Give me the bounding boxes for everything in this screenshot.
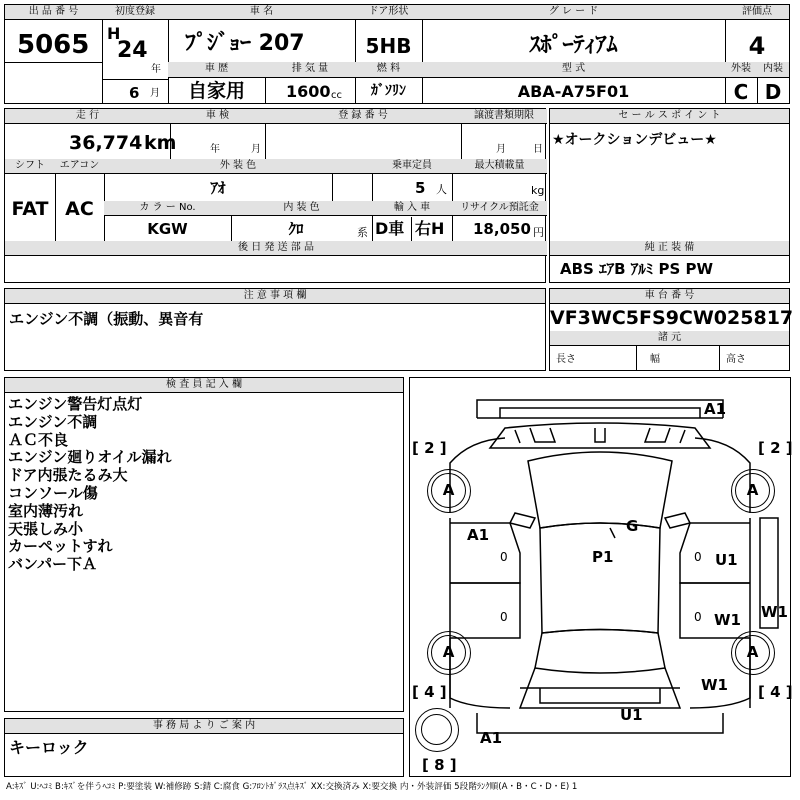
car-name-label: 車 名	[168, 5, 355, 20]
legend: A:ｷｽﾞ U:ﾍｺﾐ B:ｷｽﾞを伴うﾍｺﾐ P:要塗装 W:補修跡 S:錆 C:腐食 G:ﾌﾛﾝﾄｶﾞﾗｽ点ｷｽﾞ XX:交換済み X:要交換 内・外装評価 5段階ﾗﾝｸ順(A・B・C・D・E) 1	[6, 782, 578, 792]
mileage-unit: km	[144, 132, 177, 154]
model-label: 型 式	[422, 62, 725, 78]
sales-point-label: セ ー ル ス ポ イ ン ト	[550, 109, 789, 124]
later-parts-label: 後 日 発 送 部 品	[5, 241, 547, 256]
transfer-month-unit: 月	[496, 144, 506, 155]
header-block	[4, 4, 790, 104]
score-value: 4	[748, 32, 766, 60]
door-handle-mark: 0	[500, 610, 508, 624]
inspector-note: ドア内張たるみ大	[8, 466, 128, 485]
rear-bumper-label: A1	[480, 729, 503, 747]
height-label: 高さ	[726, 354, 746, 365]
lot-value: 5065	[17, 30, 90, 60]
right-front-tread: [ 2 ]	[758, 439, 793, 457]
plate-label: 登 録 番 号	[265, 109, 461, 124]
tire-front-right-grade: A	[735, 473, 770, 508]
inspector-note: 天張しみ小	[8, 519, 84, 538]
notice-value: エンジン不調（振動、異音有	[9, 310, 204, 328]
first-reg-label: 初度登録	[102, 5, 168, 20]
right-rear-tread: [ 4 ]	[758, 683, 793, 701]
dims-label: 諸 元	[550, 331, 789, 346]
grade-label: グ レ ー ド	[422, 5, 725, 20]
int-color-unit: 系	[357, 226, 368, 239]
interior-value: D	[764, 80, 782, 104]
notice-block	[4, 288, 546, 371]
history-value: 自家用	[187, 80, 245, 102]
tire-rear-left-grade: A	[431, 635, 466, 670]
inspector-notes	[8, 396, 172, 574]
spare-tire	[415, 708, 459, 752]
chassis-block	[549, 288, 794, 371]
left-rear-tread: [ 4 ]	[412, 683, 447, 701]
damage-diagram	[409, 377, 791, 777]
tire-front-left-grade: A	[431, 473, 466, 508]
recycle-unit: 円	[533, 226, 544, 239]
car-outline	[410, 378, 790, 776]
inspector-note: コンソール傷	[8, 483, 98, 502]
office-block	[4, 718, 404, 777]
lot-label: 出 品 番 号	[5, 5, 102, 20]
inspector-note: エンジン不調	[8, 412, 98, 431]
door-handle-mark: 0	[694, 550, 702, 564]
office-value: キーロック	[9, 738, 89, 757]
inspection-year-unit: 年	[210, 144, 220, 155]
displacement-unit: cc	[331, 90, 342, 101]
steering-value: 右H	[415, 219, 445, 238]
mileage-label: 走 行	[5, 109, 170, 124]
interior-label: 内装	[757, 62, 789, 78]
tire-front-right	[731, 469, 775, 513]
chassis-value: VF3WC5FS9CW025817	[550, 307, 794, 329]
inspector-note: バンパー下Ａ	[8, 555, 97, 574]
inspector-note: ＡＣ不良	[8, 430, 69, 449]
inspection-label: 車 検	[170, 109, 265, 124]
equipment-label: 純 正 装 備	[550, 241, 789, 256]
spare-tire-inner	[421, 714, 452, 745]
rear-panel-label: U1	[620, 706, 643, 724]
notice-label: 注 意 事 項 欄	[5, 289, 545, 304]
spare-tread: [ 8 ]	[422, 756, 457, 774]
door-handle-mark: 0	[694, 610, 702, 624]
inspector-block	[4, 377, 404, 712]
fuel-label: 燃 料	[355, 62, 422, 78]
exterior-value: C	[733, 80, 749, 104]
right-front-door-label: U1	[715, 551, 738, 569]
model-value: ABA-A75F01	[517, 82, 630, 101]
fuel-value: ｶﾞｿﾘﾝ	[371, 83, 406, 99]
left-front-tread: [ 2 ]	[412, 439, 447, 457]
capacity-unit: 人	[436, 183, 447, 196]
shift-value: FAT	[11, 198, 49, 220]
year-unit: 年	[151, 64, 161, 75]
capacity-label: 乗車定員	[372, 159, 452, 174]
mileage-value: 36,774	[69, 132, 143, 154]
tire-rear-right	[731, 631, 775, 675]
roof-label: P1	[592, 548, 614, 566]
inspector-note: 室内薄汚れ	[8, 501, 84, 520]
tire-front-left	[427, 469, 471, 513]
reg-year-value: 24	[117, 38, 148, 63]
month-unit: 月	[150, 88, 160, 99]
right-rear-quarter-label: W1	[701, 676, 728, 694]
right-rear-door-label: W1	[714, 611, 741, 629]
ac-value: AC	[65, 198, 94, 220]
recycle-label: リサイクル預託金	[452, 201, 547, 216]
tire-rear-left	[427, 631, 471, 675]
inspection-month-unit: 月	[251, 144, 261, 155]
transfer-day-unit: 日	[533, 144, 543, 155]
displacement-label: 排 気 量	[265, 62, 355, 78]
capacity-value: 5	[415, 179, 426, 197]
right-side-label: W1	[761, 603, 788, 621]
ac-label: エアコン	[55, 159, 104, 174]
grade-value: ｽﾎﾟｰﾃｨｱﾑ	[529, 33, 618, 58]
chassis-label: 車 台 番 号	[550, 289, 789, 304]
maxload-unit: kg	[531, 184, 545, 197]
import-value: D車	[375, 219, 405, 238]
score-label: 評価点	[725, 5, 789, 20]
exterior-label: 外装	[725, 62, 757, 78]
sales-point-block	[549, 108, 790, 283]
colorno-value: KGW	[147, 220, 188, 238]
vehicle-details-block	[4, 108, 546, 283]
history-label: 車 歴	[168, 62, 265, 78]
left-front-door-label: A1	[467, 526, 490, 544]
ext-color-label: 外 装 色	[104, 159, 372, 174]
inspector-note: エンジン廻りオイル漏れ	[8, 448, 172, 467]
door-label: ドア形状	[355, 5, 422, 20]
int-color-label: 内 装 色	[231, 201, 372, 216]
equipment-value: ABS ｴｱB ｱﾙﾐ PS PW	[560, 260, 714, 278]
maxload-label: 最大積載量	[452, 159, 547, 174]
inspector-label: 検 査 員 記 入 欄	[5, 378, 403, 393]
front-bumper-label: A1	[704, 400, 727, 418]
inspector-note: エンジン警告灯点灯	[8, 395, 143, 413]
inspector-note: カーペットすれ	[8, 537, 113, 556]
door-handle-mark: 0	[500, 550, 508, 564]
displacement-value: 1600	[286, 82, 331, 101]
shift-label: シフト	[5, 159, 55, 174]
int-color-value: ｸﾛ	[288, 220, 304, 238]
ext-color-value: ｱｵ	[210, 179, 226, 197]
recycle-value: 18,050	[473, 220, 531, 238]
tire-rear-right-grade: A	[735, 635, 770, 670]
reg-month-value: 6	[129, 84, 140, 102]
import-label: 輸 入 車	[372, 201, 452, 216]
office-label: 事 務 局 よ り ご 案 内	[5, 719, 403, 734]
door-value: 5HB	[365, 34, 412, 58]
width-label: 幅	[650, 354, 660, 365]
colorno-label: カ ラ ー No.	[104, 201, 231, 216]
transfer-label: 譲渡書類期限	[461, 109, 547, 124]
windshield-label: G	[626, 517, 639, 535]
era-value: H	[107, 24, 121, 43]
car-name-value: ﾌﾟｼﾞｮｰ 207	[185, 31, 305, 56]
length-label: 長さ	[556, 354, 576, 365]
sales-point-value: ★オークションデビュー★	[552, 132, 717, 148]
